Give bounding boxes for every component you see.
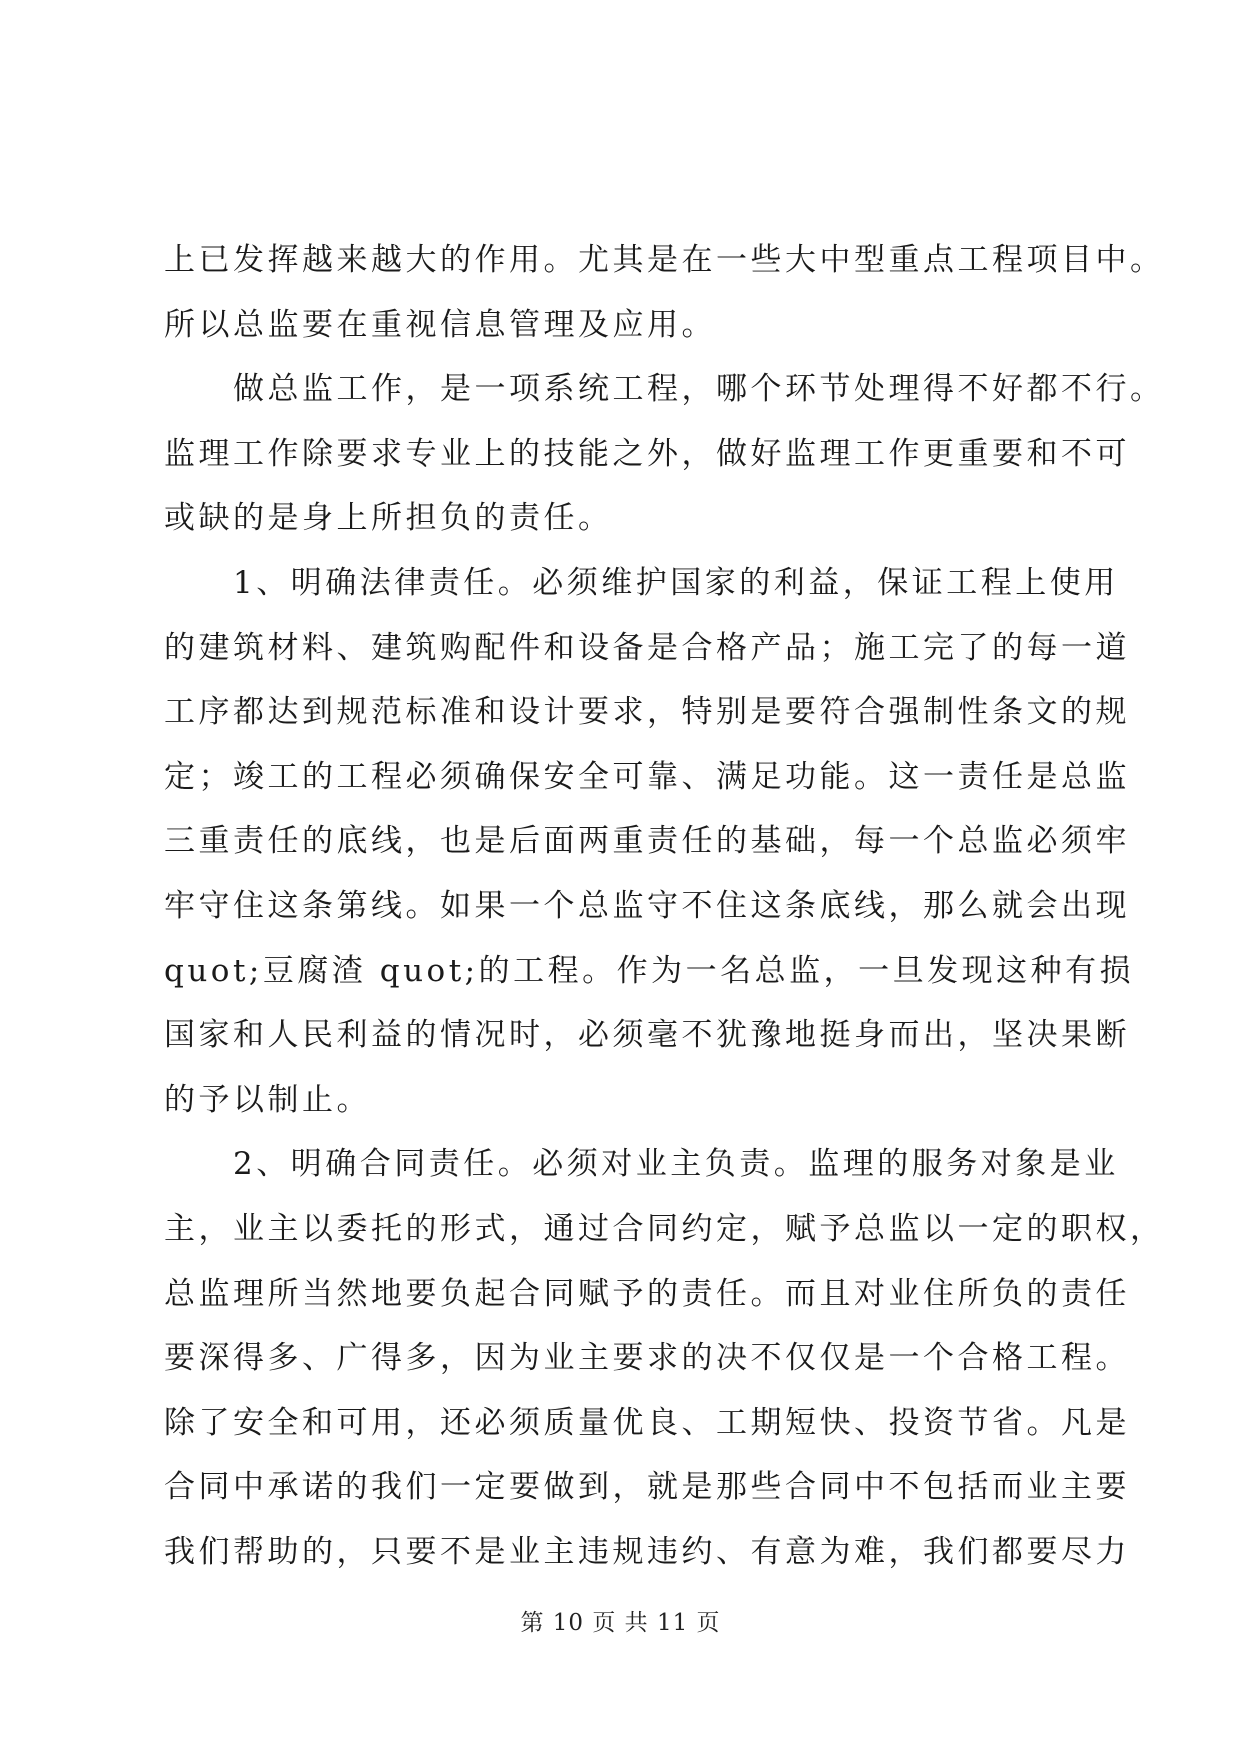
text-line: 做总监工作，是一项系统工程，哪个环节处理得不好都不行。 [164,371,1165,408]
text-line: 上已发挥越来越大的作用。尤其是在一些大中型重点工程项目中。 [164,242,1165,278]
text-line: 的予以制止。 [164,1081,371,1118]
text-line: 2、明确合同责任。必须对业主负责。监理的服务对象是业 [164,1146,1119,1183]
text-line: 工序都达到规范标准和设计要求，特别是要符合强制性条文的规 [164,694,1130,731]
page-footer: 第 10 页 共 11 页 [520,1610,721,1636]
text-line: 合同中承诺的我们一定要做到，就是那些合同中不包括而业主要 [164,1469,1130,1506]
body-text [164,228,1165,1584]
text-line: 主，业主以委托的形式，通过合同约定，赋予总监以一定的职权， [164,1210,1165,1247]
text-line: 三重责任的底线，也是后面两重责任的基础，每一个总监必须牢 [164,823,1130,860]
text-line: 总监理所当然地要负起合同赋予的责任。而且对业住所负的责任 [164,1275,1130,1312]
text-line: 1、明确法律责任。必须维护国家的利益，保证工程上使用 [164,564,1119,601]
text-line: 要深得多、广得多，因为业主要求的决不仅仅是一个合格工程。 [164,1340,1130,1377]
text-line: 监理工作除要求专业上的技能之外，做好监理工作更重要和不可 [164,435,1130,472]
text-line: 牢守住这条第线。如果一个总监守不住这条底线，那么就会出现 [164,887,1130,924]
text-line: 我们帮助的，只要不是业主违规违约、有意为难，我们都要尽力 [164,1533,1130,1570]
text-line: 国家和人民利益的情况时，必须毫不犹豫地挺身而出，坚决果断 [164,1017,1130,1054]
text-line: 定；竣工的工程必须确保安全可靠、满足功能。这一责任是总监 [164,758,1130,795]
text-line: 除了安全和可用，还必须质量优良、工期短快、投资节省。凡是 [164,1404,1130,1441]
text-line: quot;豆腐渣 quot;的工程。作为一名总监，一旦发现这种有损 [164,952,1135,989]
text-line: 或缺的是身上所担负的责任。 [164,500,613,537]
text-line: 所以总监要在重视信息管理及应用。 [164,306,716,343]
text-line: 的建筑材料、建筑购配件和设备是合格产品；施工完了的每一道 [164,629,1130,666]
